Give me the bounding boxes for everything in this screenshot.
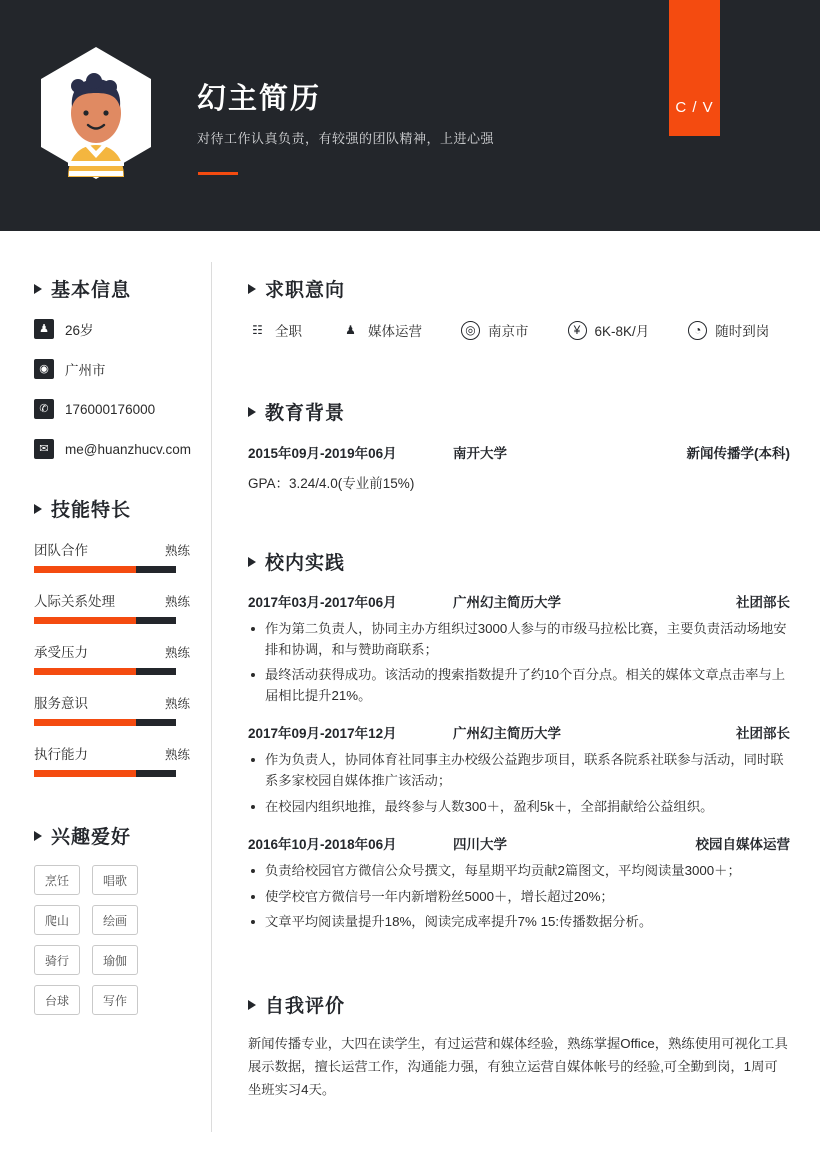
section-education-heading xyxy=(248,398,790,425)
hobby-tag: 台球 xyxy=(34,985,80,1015)
skill-level: 熟练 xyxy=(164,544,190,558)
skill-bar xyxy=(34,668,176,675)
education-date: 2015年09月-2019年06月 xyxy=(248,446,397,461)
list-item xyxy=(34,359,190,379)
section-title: 基本信息 xyxy=(51,280,132,301)
triangle-icon xyxy=(248,557,256,567)
section-job-intent-heading xyxy=(248,275,790,302)
section-title: 求职意向 xyxy=(265,280,346,301)
experience-role: 社团部长 xyxy=(736,726,790,742)
section-self-evaluation-heading xyxy=(248,991,790,1018)
self-evaluation-text: 新闻传播专业，大四在读学生，有过运营和媒体经验，熟练掌握Office，熟练使用可视化工具展示数据，擅长运营工作，沟通能力强，有独立运营自媒体帐号的经验,可全勤到岗，1周可坐班实习4天。 xyxy=(248,1036,788,1097)
money-icon: ¥ xyxy=(568,321,587,340)
skill-name: 承受压力 xyxy=(34,645,88,660)
intent-availability: 随时到岗 xyxy=(715,324,770,339)
list-item xyxy=(34,319,190,339)
contact-age: 26岁 xyxy=(65,323,94,338)
list-item xyxy=(341,320,422,340)
experience-bullets xyxy=(248,619,790,706)
section-title: 校内实践 xyxy=(265,553,346,574)
list-item xyxy=(461,320,529,340)
list-item: 文章平均阅读量提升18%，阅读完成率提升7% 15:传播数据分析。 xyxy=(248,912,790,933)
sidebar xyxy=(0,231,212,1160)
cv-badge-label: C / V xyxy=(675,99,714,116)
experience-org: 广州幻主简历大学 xyxy=(453,726,561,742)
education-row xyxy=(248,442,790,462)
section-title: 技能特长 xyxy=(51,500,132,521)
experience-header xyxy=(248,722,790,742)
hobby-tag: 烹饪 xyxy=(34,865,80,895)
triangle-icon xyxy=(34,831,42,841)
hobby-tag: 写作 xyxy=(92,985,138,1015)
intent-city: 南京市 xyxy=(488,324,529,339)
list-item xyxy=(34,439,190,459)
experience-org: 广州幻主简历大学 xyxy=(453,595,561,610)
hobby-tag: 爬山 xyxy=(34,905,80,935)
list-item xyxy=(568,320,650,340)
skill-bar-fill xyxy=(34,719,136,726)
contact-list xyxy=(34,319,190,459)
skill-bar-fill xyxy=(34,770,136,777)
page-title: 幻主简历 xyxy=(197,83,322,115)
list-item: 最终活动获得成功。该活动的搜索指数提升了约10个百分点。相关的媒体文章点击率与上届相比提升21%。 xyxy=(248,665,790,706)
section-title: 兴趣爱好 xyxy=(51,827,132,848)
section-title: 教育背景 xyxy=(265,403,346,424)
hobby-tag: 唱歌 xyxy=(92,865,138,895)
list-item xyxy=(34,692,190,726)
list-item xyxy=(34,590,190,624)
person-icon: ♟ xyxy=(34,319,54,339)
resume-header xyxy=(0,0,820,231)
list-item xyxy=(34,743,190,777)
intent-type: 全职 xyxy=(275,324,302,339)
section-hobbies-heading xyxy=(34,822,190,849)
experience-role: 社团部长 xyxy=(736,595,790,610)
section-basic-info-heading xyxy=(34,275,190,302)
skill-level: 熟练 xyxy=(164,748,190,762)
experience-header xyxy=(248,591,790,611)
list-item: 使学校官方微信号一年内新增粉丝5000＋，增长超过20%； xyxy=(248,887,790,908)
list-item xyxy=(34,641,190,675)
list-item xyxy=(34,539,190,573)
skill-bar-fill xyxy=(34,617,136,624)
grid-icon: ☷ xyxy=(252,323,263,337)
section-skills-heading xyxy=(34,495,190,522)
triangle-icon xyxy=(34,284,42,294)
user-icon: ♟ xyxy=(345,323,356,337)
contact-email: me@huanzhucv.com xyxy=(65,441,192,457)
experience-block xyxy=(248,833,790,933)
hobby-tag: 瑜伽 xyxy=(92,945,138,975)
experience-bullets xyxy=(248,861,790,933)
list-item xyxy=(688,320,769,340)
clock-icon: ◔ xyxy=(688,321,707,340)
experience-bullets xyxy=(248,750,790,817)
header-accent-block xyxy=(669,0,720,136)
intent-position: 媒体运营 xyxy=(368,324,422,339)
experience-role: 校园自媒体运营 xyxy=(695,837,790,853)
skill-bar xyxy=(34,719,176,726)
education-major: 新闻传播学(本科) xyxy=(686,446,790,461)
skill-level: 熟练 xyxy=(164,595,190,609)
contact-city: 广州市 xyxy=(65,363,106,378)
experience-date: 2017年09月-2017年12月 xyxy=(248,726,397,742)
triangle-icon xyxy=(248,1000,256,1010)
education-gpa: GPA：3.24/4.0(专业前15%) xyxy=(248,476,415,491)
avatar xyxy=(38,45,154,181)
section-campus-practice-heading xyxy=(248,548,790,575)
skill-name: 服务意识 xyxy=(34,696,88,711)
list-item xyxy=(248,320,302,340)
skill-bar-fill xyxy=(34,668,136,675)
list-item: 作为第二负责人，协同主办方组织过3000人参与的市级马拉松比赛，主要负责活动场地安排和协调，和与赞助商联系； xyxy=(248,619,790,660)
header-tagline: 对待工作认真负责，有较强的团队精神，上进心强 xyxy=(197,131,495,146)
job-intent-list xyxy=(248,320,790,340)
skill-bar xyxy=(34,770,176,777)
experience-block xyxy=(248,722,790,817)
main-content xyxy=(212,231,820,1160)
skill-name: 团队合作 xyxy=(34,543,88,558)
skill-name: 人际关系处理 xyxy=(34,594,115,609)
list-item xyxy=(34,399,190,419)
phone-icon: ✆ xyxy=(34,399,54,419)
experience-block xyxy=(248,591,790,706)
experience-org: 四川大学 xyxy=(453,837,507,853)
triangle-icon xyxy=(248,284,256,294)
section-title: 自我评价 xyxy=(265,996,346,1018)
education-school: 南开大学 xyxy=(453,446,507,461)
list-item: 负责给校园官方微信公众号撰文，每星期平均贡献2篇图文，平均阅读量3000＋； xyxy=(248,861,790,882)
hobby-tag: 绘画 xyxy=(92,905,138,935)
skill-bar xyxy=(34,566,176,573)
skill-name: 执行能力 xyxy=(34,747,88,762)
skill-level: 熟练 xyxy=(164,646,190,660)
list-item: 在校园内组织地推，最终参与人数300＋，盈利5k＋，全部捐献给公益组织。 xyxy=(248,797,790,818)
contact-phone: 176000176000 xyxy=(65,401,156,417)
skill-level: 熟练 xyxy=(164,697,190,711)
experience-date: 2017年03月-2017年06月 xyxy=(248,595,397,610)
experience-header xyxy=(248,833,790,853)
header-rule xyxy=(198,172,238,175)
hobby-tag: 骑行 xyxy=(34,945,80,975)
location-icon: ◉ xyxy=(34,359,54,379)
triangle-icon xyxy=(248,407,256,417)
skill-bar-fill xyxy=(34,566,136,573)
skills-list xyxy=(34,539,190,777)
experience-date: 2016年10月-2018年06月 xyxy=(248,837,397,853)
email-icon: ✉ xyxy=(34,439,54,459)
list-item: 作为负责人，协同体育社同事主办校级公益跑步项目，联系各院系社联参与活动，同时联系多家校园自媒体推广该活动； xyxy=(248,750,790,791)
hobbies-list xyxy=(34,865,184,1015)
location-pin-icon: ◎ xyxy=(461,321,480,340)
intent-salary: 6K-8K/月 xyxy=(594,324,650,339)
triangle-icon xyxy=(34,504,42,514)
skill-bar xyxy=(34,617,176,624)
